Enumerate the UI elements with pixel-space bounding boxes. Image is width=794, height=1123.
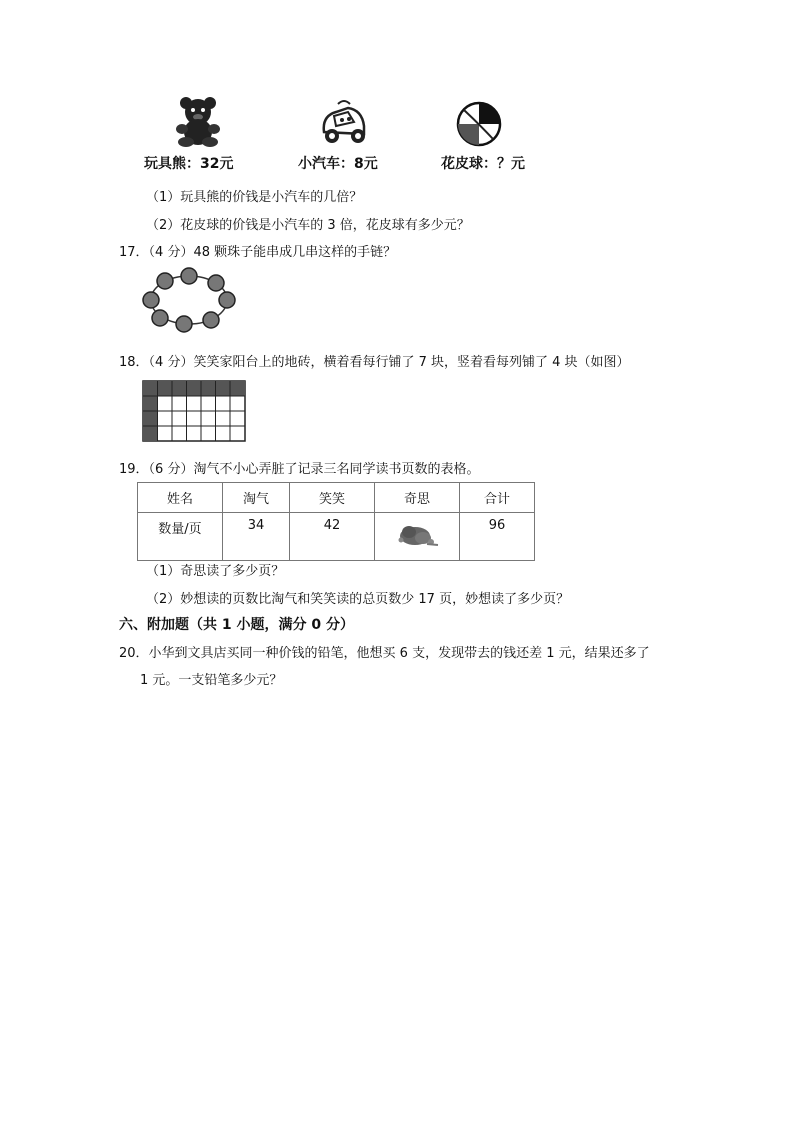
question-20-line1: 20．小华到文具店买同一种价钱的铅笔，他想买 6 支，发现带去的钱还差 1 元，结果还多了 xyxy=(119,646,650,661)
q16-sub1: （1）玩具熊的价钱是小汽车的几倍？ xyxy=(146,190,363,205)
header-name: 姓名 xyxy=(138,483,223,513)
toy-car-price: 小汽车：8元 xyxy=(298,156,378,172)
toy-car-icon xyxy=(318,98,370,146)
value-qisi-smudged xyxy=(375,513,460,561)
beach-ball-price: 花皮球：？元 xyxy=(441,156,525,172)
floor-tile-grid xyxy=(141,379,247,443)
beach-ball-icon xyxy=(456,101,502,147)
question-18: 18．（4 分）笑笑家阳台上的地砖，横着看每行铺了 7 块，竖着看每列铺了 4 块（如图） xyxy=(119,355,630,370)
bead xyxy=(181,268,197,284)
question-17: 17．（4 分）48 颗珠子能串成几串这样的手链？ xyxy=(119,245,397,260)
bead xyxy=(152,310,168,326)
question-20-line2: 1 元。一支铅笔多少元？ xyxy=(140,673,283,688)
bead xyxy=(208,275,224,291)
teddy-bear-price: 玩具熊：32元 xyxy=(144,156,234,172)
value-total: 96 xyxy=(460,513,535,561)
header-taoqi: 淘气 xyxy=(223,483,290,513)
q19-sub2: （2）妙想读的页数比淘气和笑笑读的总页数少 17 页，妙想读了多少页？ xyxy=(146,592,570,607)
reading-pages-table xyxy=(137,482,535,561)
header-qisi: 奇思 xyxy=(375,483,460,513)
bead xyxy=(219,292,235,308)
value-taoqi: 34 xyxy=(223,513,290,561)
section-6-title: 六、附加题（共 1 小题，满分 0 分） xyxy=(119,617,354,633)
question-19: 19．（6 分）淘气不小心弄脏了记录三名同学读书页数的表格。 xyxy=(119,462,480,477)
q19-sub1: （1）奇思读了多少页？ xyxy=(146,564,285,579)
q16-sub2: （2）花皮球的价钱是小汽车的 3 倍，花皮球有多少元？ xyxy=(146,218,470,233)
ink-smudge-icon xyxy=(393,520,441,550)
header-xiaoxiao: 笑笑 xyxy=(290,483,375,513)
header-total: 合计 xyxy=(460,483,535,513)
teddy-bear-icon xyxy=(172,95,224,147)
bead-bracelet-icon xyxy=(138,264,240,336)
bead xyxy=(203,312,219,328)
value-xiaoxiao: 42 xyxy=(290,513,375,561)
bead xyxy=(143,292,159,308)
bead xyxy=(176,316,192,332)
bead xyxy=(157,273,173,289)
row-label: 数量/页 xyxy=(138,513,223,561)
